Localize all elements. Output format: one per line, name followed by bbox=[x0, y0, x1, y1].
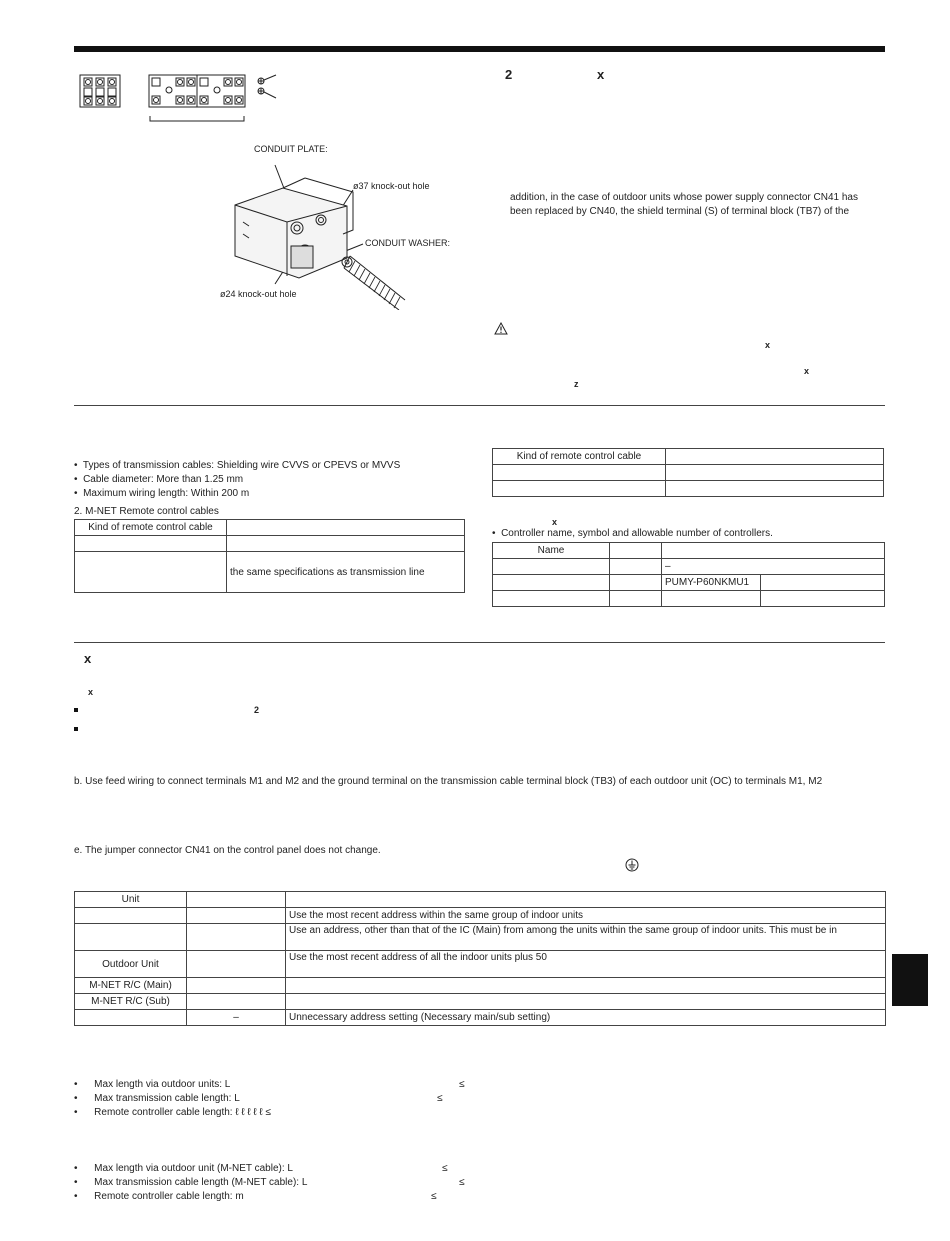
table-cell: PUMY-P60NKMU1 bbox=[662, 575, 761, 591]
mnet-remote-cable-table bbox=[74, 519, 465, 593]
section-number: 2 bbox=[505, 67, 513, 82]
feed-wiring-line: b. Use feed wiring to connect terminals M1 and M2 and the ground terminal on the transmission cable terminal block (TB3) of each outdoor unit (OC) to terminals M1, M2 bbox=[74, 776, 823, 787]
table-cell: – bbox=[662, 559, 885, 575]
limit-item: • Remote controller cable length: m bbox=[74, 1191, 244, 1202]
le-symbol: ≤ bbox=[459, 1177, 465, 1188]
addressing-sub-fragment: x bbox=[88, 687, 94, 697]
table-cell: Use the most recent address of all the indoor units plus 50 bbox=[286, 951, 886, 978]
table-cell: Use an address, other than that of the IC (Main) from among the units within the same group of indoor units. This must be in bbox=[286, 924, 886, 951]
fragment-x: x bbox=[552, 517, 558, 527]
shield-note-line2: been replaced by CN40, the shield terminal (S) of terminal block (TB7) of the bbox=[510, 206, 850, 217]
shield-note-line1: addition, in the case of outdoor units whose power supply connector CN41 has bbox=[510, 192, 858, 203]
addressing-heading-fragment: x bbox=[84, 651, 92, 666]
table-cell: – bbox=[187, 1010, 286, 1026]
mnet-remote-cables-title: 2. M-NET Remote control cables bbox=[74, 506, 219, 517]
section-divider-2 bbox=[74, 642, 885, 643]
conduit-plate-illustration bbox=[225, 160, 415, 310]
table-header-cell: Kind of remote control cable bbox=[493, 449, 666, 465]
transmission-bullet-1: • Types of transmission cables: Shielding wire CVVS or CPEVS or MVVS bbox=[74, 460, 401, 471]
knockout-37-label: ø37 knock-out hole bbox=[353, 181, 430, 191]
page-side-tab bbox=[892, 954, 928, 1006]
section-heading-fragment: x bbox=[597, 67, 605, 82]
warning-fragment-x1: x bbox=[765, 340, 771, 350]
transmission-bullet-2: • Cable diameter: More than 1.25 mm bbox=[74, 474, 244, 485]
knockout-24-label: ø24 knock-out hole bbox=[220, 289, 297, 299]
square-bullet bbox=[74, 727, 78, 731]
limit-item: • Max transmission cable length: L bbox=[74, 1093, 240, 1104]
le-symbol: ≤ bbox=[459, 1079, 465, 1090]
table-header-cell: Kind of remote control cable bbox=[75, 520, 227, 536]
table-header-cell: Name bbox=[493, 543, 610, 559]
warning-triangle-icon bbox=[494, 322, 508, 335]
table-cell: M-NET R/C (Main) bbox=[75, 978, 187, 994]
table-cell: M-NET R/C (Sub) bbox=[75, 994, 187, 1010]
limit-item: • Max length via outdoor unit (M-NET cable): L bbox=[74, 1163, 293, 1174]
jumper-connector-line: e. The jumper connector CN41 on the control panel does not change. bbox=[74, 845, 381, 856]
limit-item: • Remote controller cable length: ℓ ℓ ℓ ℓ ℓ ≤ bbox=[74, 1107, 271, 1118]
controller-table bbox=[492, 542, 885, 607]
limit-item: • Max transmission cable length (M-NET cable): L bbox=[74, 1177, 308, 1188]
table-cell: Outdoor Unit bbox=[75, 951, 187, 978]
controller-bullet: • Controller name, symbol and allowable number of controllers. bbox=[492, 528, 773, 539]
warning-fragment-z: z bbox=[574, 379, 579, 389]
le-symbol: ≤ bbox=[437, 1093, 443, 1104]
transmission-bullet-3: • Maximum wiring length: Within 200 m bbox=[74, 488, 250, 499]
table-cell: Use the most recent address within the same group of indoor units bbox=[286, 908, 886, 924]
limit-item: • Max length via outdoor units: L bbox=[74, 1079, 231, 1090]
terminal-block-figure bbox=[74, 70, 284, 126]
conduit-washer-label: CONDUIT WASHER: bbox=[365, 238, 451, 248]
table-cell: Unnecessary address setting (Necessary main/sub setting) bbox=[286, 1010, 886, 1026]
le-symbol: ≤ bbox=[442, 1163, 448, 1174]
table-header-cell: Unit bbox=[75, 892, 187, 908]
section-divider-1 bbox=[74, 405, 885, 406]
warning-fragment-x2: x bbox=[804, 366, 810, 376]
top-rule bbox=[74, 46, 885, 52]
addressing-fragment-2: 2 bbox=[254, 705, 260, 715]
square-bullet bbox=[74, 708, 78, 712]
remote-cable-kind-table bbox=[492, 448, 884, 497]
address-setting-table bbox=[74, 891, 886, 1026]
ground-symbol-icon bbox=[625, 858, 639, 872]
table-cell: the same specifications as transmission line bbox=[227, 552, 465, 593]
le-symbol: ≤ bbox=[431, 1191, 437, 1202]
conduit-plate-label: CONDUIT PLATE: bbox=[254, 144, 328, 154]
